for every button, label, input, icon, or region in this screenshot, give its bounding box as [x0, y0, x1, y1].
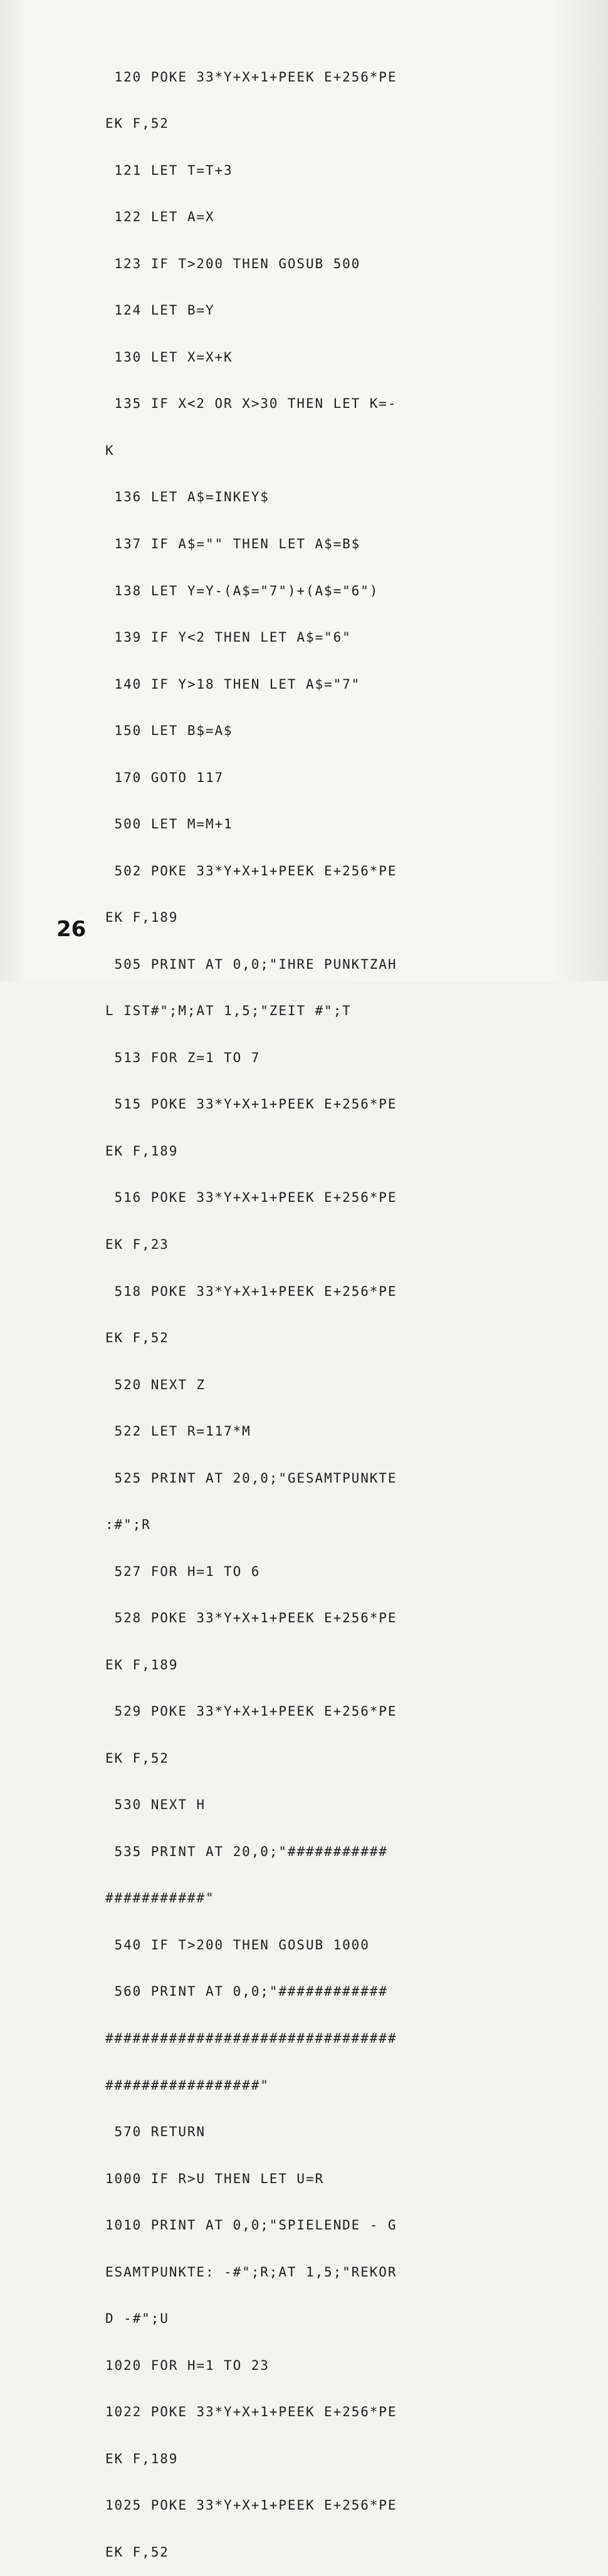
- code-line: EK F,52: [105, 2544, 169, 2560]
- code-line: K: [105, 442, 115, 458]
- page-number: 26: [56, 917, 86, 942]
- code-line: EK F,52: [105, 116, 169, 132]
- code-line: 529 POKE 33*Y+X+1+PEEK E+256*PE: [105, 1704, 397, 1719]
- code-line: 136 LET A$=INKEY$: [105, 489, 270, 505]
- code-line: 138 LET Y=Y-(A$="7")+(A$="6"): [105, 583, 379, 598]
- code-line: 528 POKE 33*Y+X+1+PEEK E+256*PE: [105, 1610, 397, 1626]
- code-line: 530 NEXT H: [105, 1797, 206, 1813]
- code-line: ESAMTPUNKTE: -#";R;AT 1,5;"REKOR: [105, 2264, 397, 2280]
- code-line: 137 IF A$="" THEN LET A$=B$: [105, 536, 361, 551]
- code-line: EK F,52: [105, 1750, 169, 1766]
- code-line: L IST#";M;AT 1,5;"ZEIT #";T: [105, 1003, 352, 1019]
- code-line: 535 PRINT AT 20,0;"###########: [105, 1843, 388, 1859]
- code-line: 122 LET A=X: [105, 209, 215, 225]
- code-line: 1022 POKE 33*Y+X+1+PEEK E+256*PE: [105, 2404, 397, 2420]
- code-line: 502 POKE 33*Y+X+1+PEEK E+256*PE: [105, 863, 397, 879]
- code-line: 1025 POKE 33*Y+X+1+PEEK E+256*PE: [105, 2498, 397, 2513]
- code-line: 120 POKE 33*Y+X+1+PEEK E+256*PE: [105, 69, 397, 85]
- code-line: 150 LET B$=A$: [105, 723, 233, 739]
- code-line: 516 POKE 33*Y+X+1+PEEK E+256*PE: [105, 1190, 397, 1206]
- code-line: 527 FOR H=1 TO 6: [105, 1563, 261, 1579]
- code-line: 522 LET R=117*M: [105, 1424, 251, 1439]
- code-line: 1020 FOR H=1 TO 23: [105, 2357, 270, 2373]
- code-line: EK F,52: [105, 1330, 169, 1346]
- code-line: :#";R: [105, 1517, 151, 1533]
- code-line: 505 PRINT AT 0,0;"IHRE PUNKTZAH: [105, 956, 397, 972]
- code-line: EK F,189: [105, 1143, 179, 1159]
- code-line: 518 POKE 33*Y+X+1+PEEK E+256*PE: [105, 1283, 397, 1299]
- code-line: 513 FOR Z=1 TO 7: [105, 1050, 261, 1065]
- code-line: 570 RETURN: [105, 2124, 206, 2140]
- code-line: 140 IF Y>18 THEN LET A$="7": [105, 676, 361, 692]
- code-line: D -#";U: [105, 2311, 169, 2327]
- code-line: 1000 IF R>U THEN LET U=R: [105, 2171, 325, 2186]
- code-line: EK F,23: [105, 1236, 169, 1252]
- code-line: EK F,189: [105, 1657, 179, 1672]
- code-line: 124 LET B=Y: [105, 303, 215, 318]
- code-line: 515 POKE 33*Y+X+1+PEEK E+256*PE: [105, 1097, 397, 1112]
- code-line: #################": [105, 2077, 270, 2093]
- code-line: 139 IF Y<2 THEN LET A$="6": [105, 630, 352, 645]
- code-line: 500 LET M=M+1: [105, 816, 233, 832]
- code-line: 560 PRINT AT 0,0;"############: [105, 1984, 388, 2000]
- code-line: 170 GOTO 117: [105, 769, 224, 785]
- code-line: ################################: [105, 2031, 397, 2046]
- code-line: 1010 PRINT AT 0,0;"SPIELENDE - G: [105, 2218, 397, 2233]
- code-line: 520 NEXT Z: [105, 1377, 206, 1392]
- code-line: 540 IF T>200 THEN GOSUB 1000: [105, 1937, 370, 1953]
- code-line: 121 LET T=T+3: [105, 162, 233, 178]
- code-line: EK F,189: [105, 910, 179, 926]
- code-line: 130 LET X=X+K: [105, 349, 233, 365]
- code-line: EK F,189: [105, 2451, 179, 2466]
- code-line: 525 PRINT AT 20,0;"GESAMTPUNKTE: [105, 1470, 397, 1486]
- code-line: 123 IF T>200 THEN GOSUB 500: [105, 256, 361, 271]
- basic-program-listing: [105, 38, 419, 2576]
- code-line: 135 IF X<2 OR X>30 THEN LET K=-: [105, 396, 397, 412]
- code-line: ###########": [105, 1890, 215, 1906]
